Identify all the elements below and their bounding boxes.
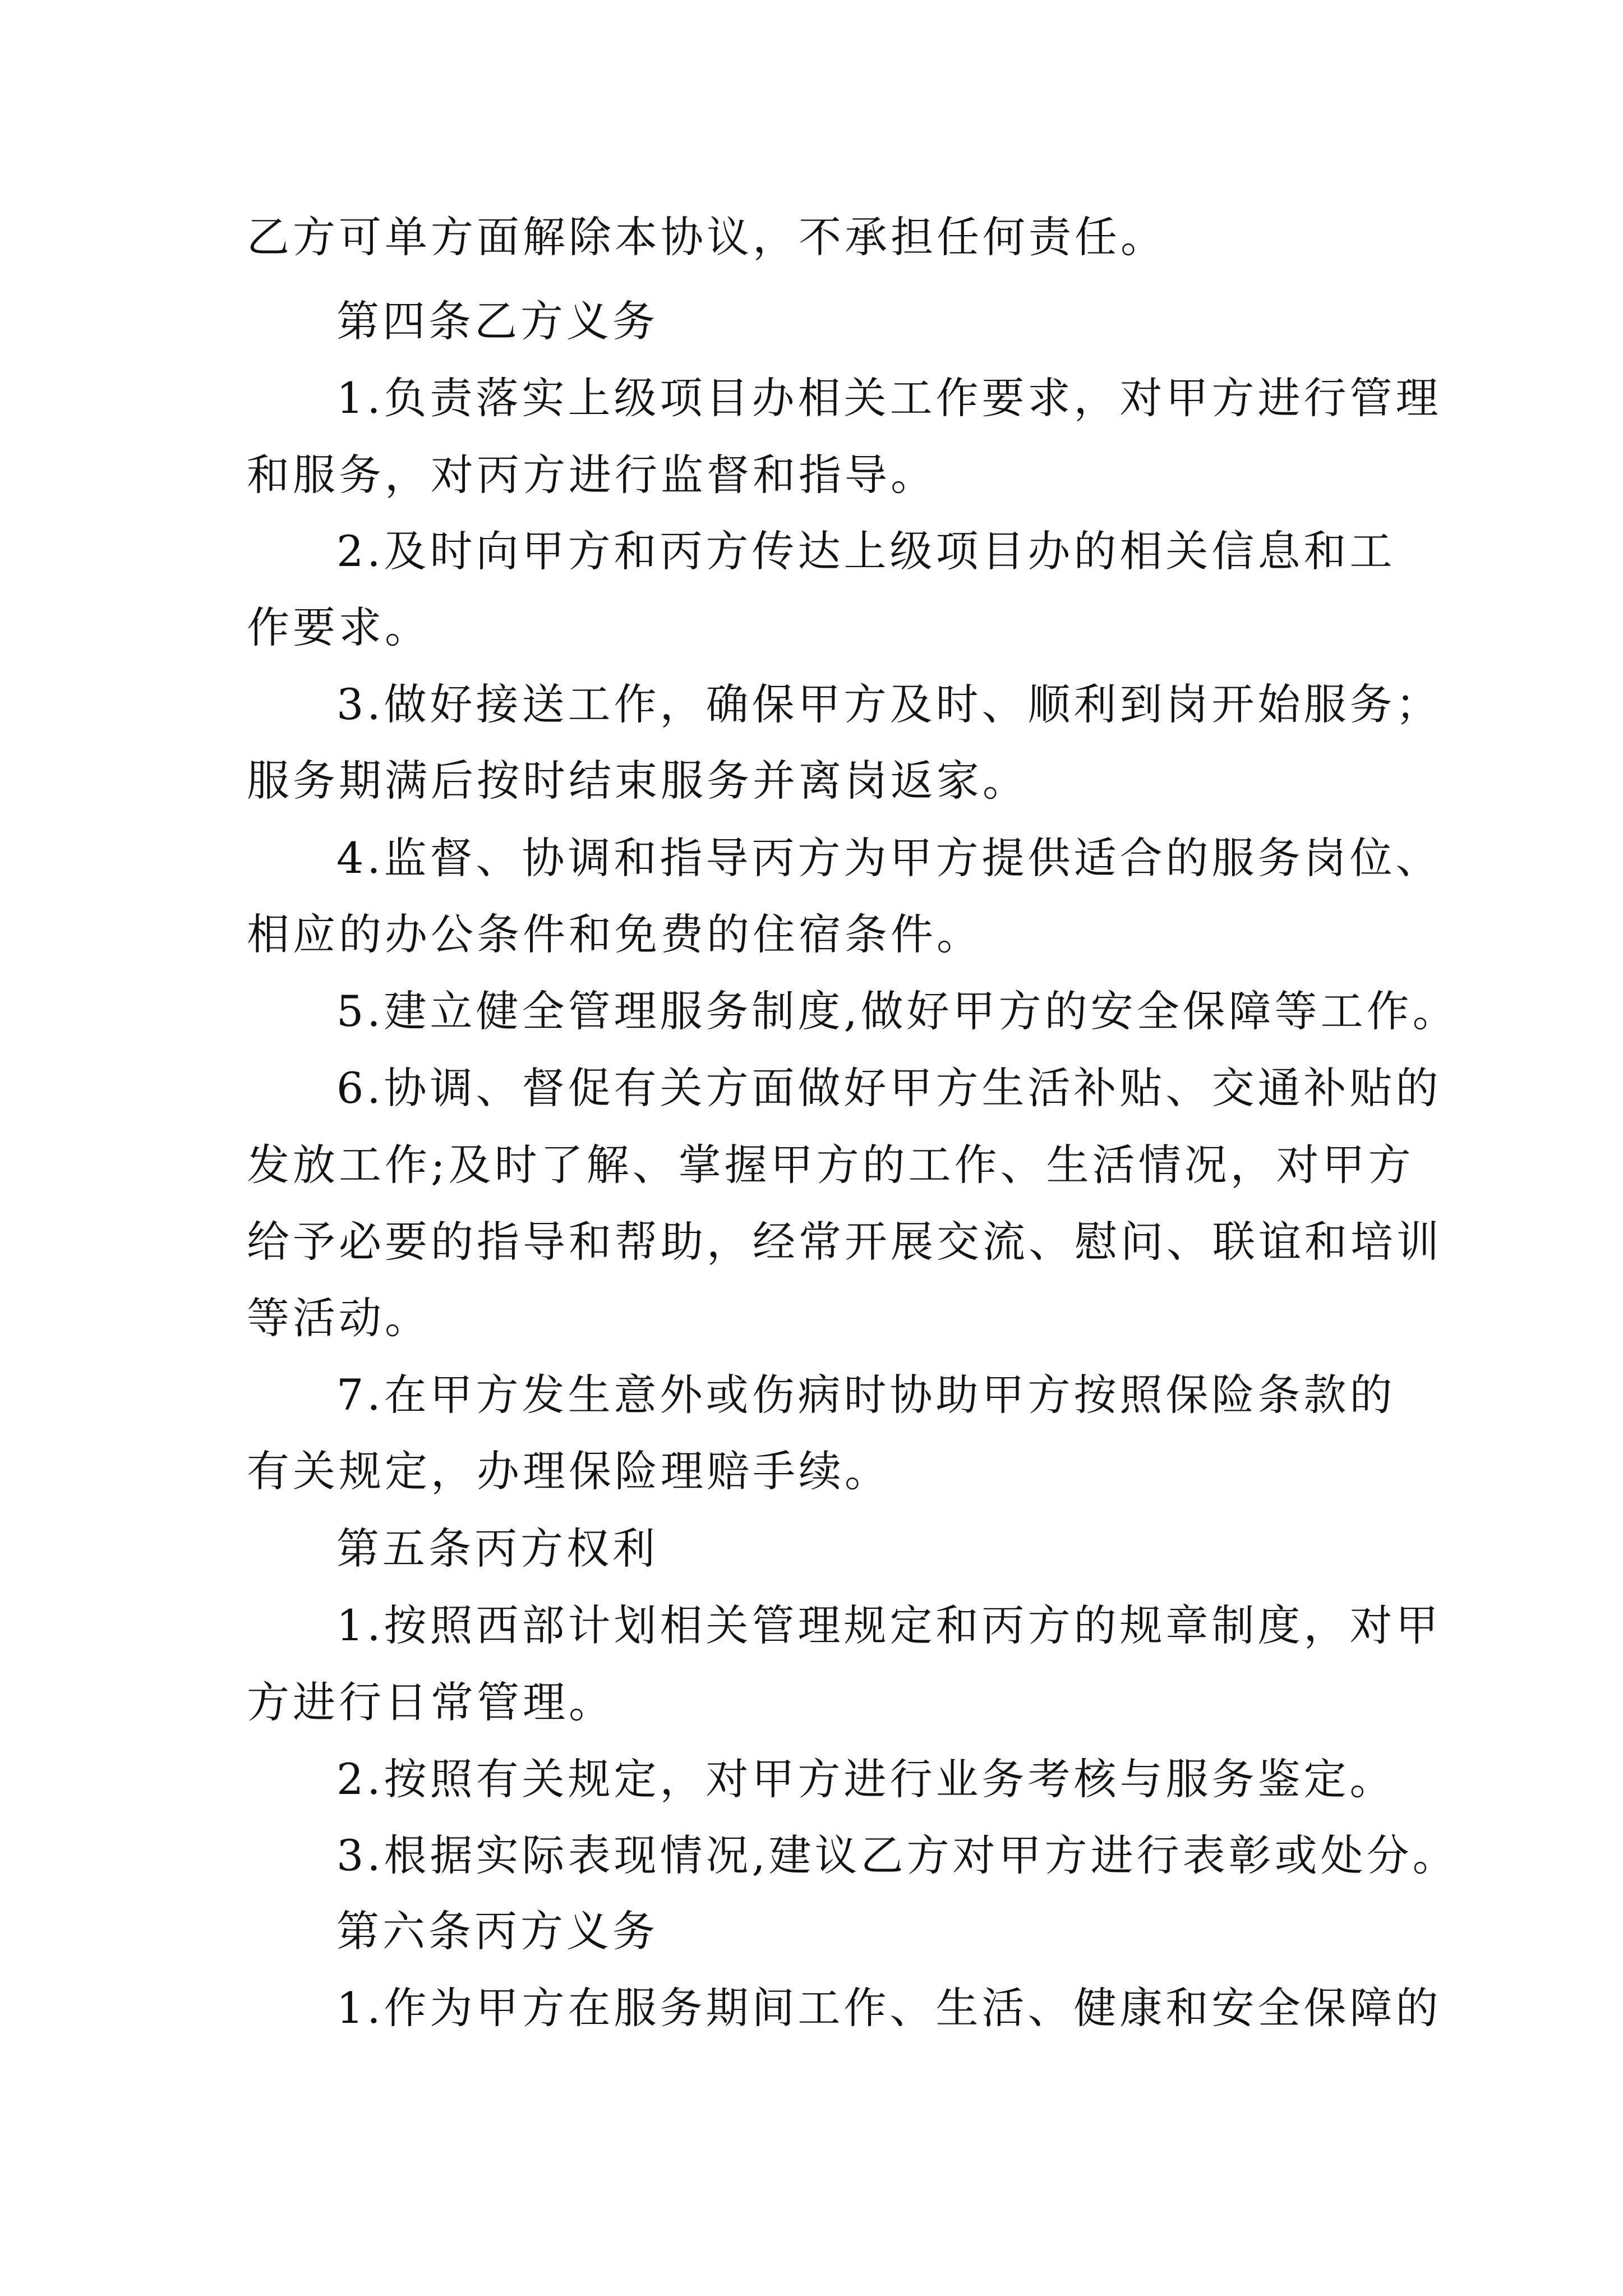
text-line: 1.负责落实上级项目办相关工作要求，对甲方进行管理 xyxy=(336,373,1442,423)
text-line: 作要求。 xyxy=(247,602,431,652)
text-line: 4.监督、协调和指导丙方为甲方提供适合的服务岗位、 xyxy=(336,833,1442,883)
text-line: 服务期满后按时结束服务并离岗返家。 xyxy=(247,756,1029,806)
text-line: 3.做好接送工作，确保甲方及时、顺利到岗开始服务； xyxy=(336,679,1442,729)
section-heading: 第六条丙方义务 xyxy=(336,1906,658,1956)
section-heading: 第四条乙方义务 xyxy=(336,296,658,346)
text-line: 发放工作;及时了解、掌握甲方的工作、生活情况，对甲方 xyxy=(247,1140,1414,1190)
text-line: 3.根据实际表现情况,建议乙方对甲方进行表彰或处分。 xyxy=(336,1830,1459,1880)
text-line: 和服务，对丙方进行监督和指导。 xyxy=(247,450,937,500)
text-line: 相应的办公条件和免费的住宿条件。 xyxy=(247,909,983,959)
text-line: 2.及时向甲方和丙方传达上级项目办的相关信息和工 xyxy=(336,526,1396,576)
text-line: 1.按照西部计划相关管理规定和丙方的规章制度，对甲 xyxy=(336,1600,1442,1650)
text-line: 6.协调、督促有关方面做好甲方生活补贴、交通补贴的 xyxy=(336,1063,1442,1113)
section-heading: 第五条丙方权利 xyxy=(336,1524,658,1573)
text-line: 给予必要的指导和帮助，经常开展交流、慰问、联谊和培训 xyxy=(247,1217,1442,1267)
text-line: 1.作为甲方在服务期间工作、生活、健康和安全保障的 xyxy=(336,1983,1442,2033)
text-line: 等活动。 xyxy=(247,1293,431,1343)
text-line: 7.在甲方发生意外或伤病时协助甲方按照保险条款的 xyxy=(336,1370,1396,1420)
text-line: 有关规定，办理保险理赔手续。 xyxy=(247,1446,891,1496)
text-line: 乙方可单方面解除本协议，不承担任何责任。 xyxy=(247,212,1166,262)
text-line: 5.建立健全管理服务制度,做好甲方的安全保障等工作。 xyxy=(336,986,1459,1036)
text-line: 方进行日常管理。 xyxy=(247,1677,615,1727)
text-line: 2.按照有关规定，对甲方进行业务考核与服务鉴定。 xyxy=(336,1754,1396,1804)
